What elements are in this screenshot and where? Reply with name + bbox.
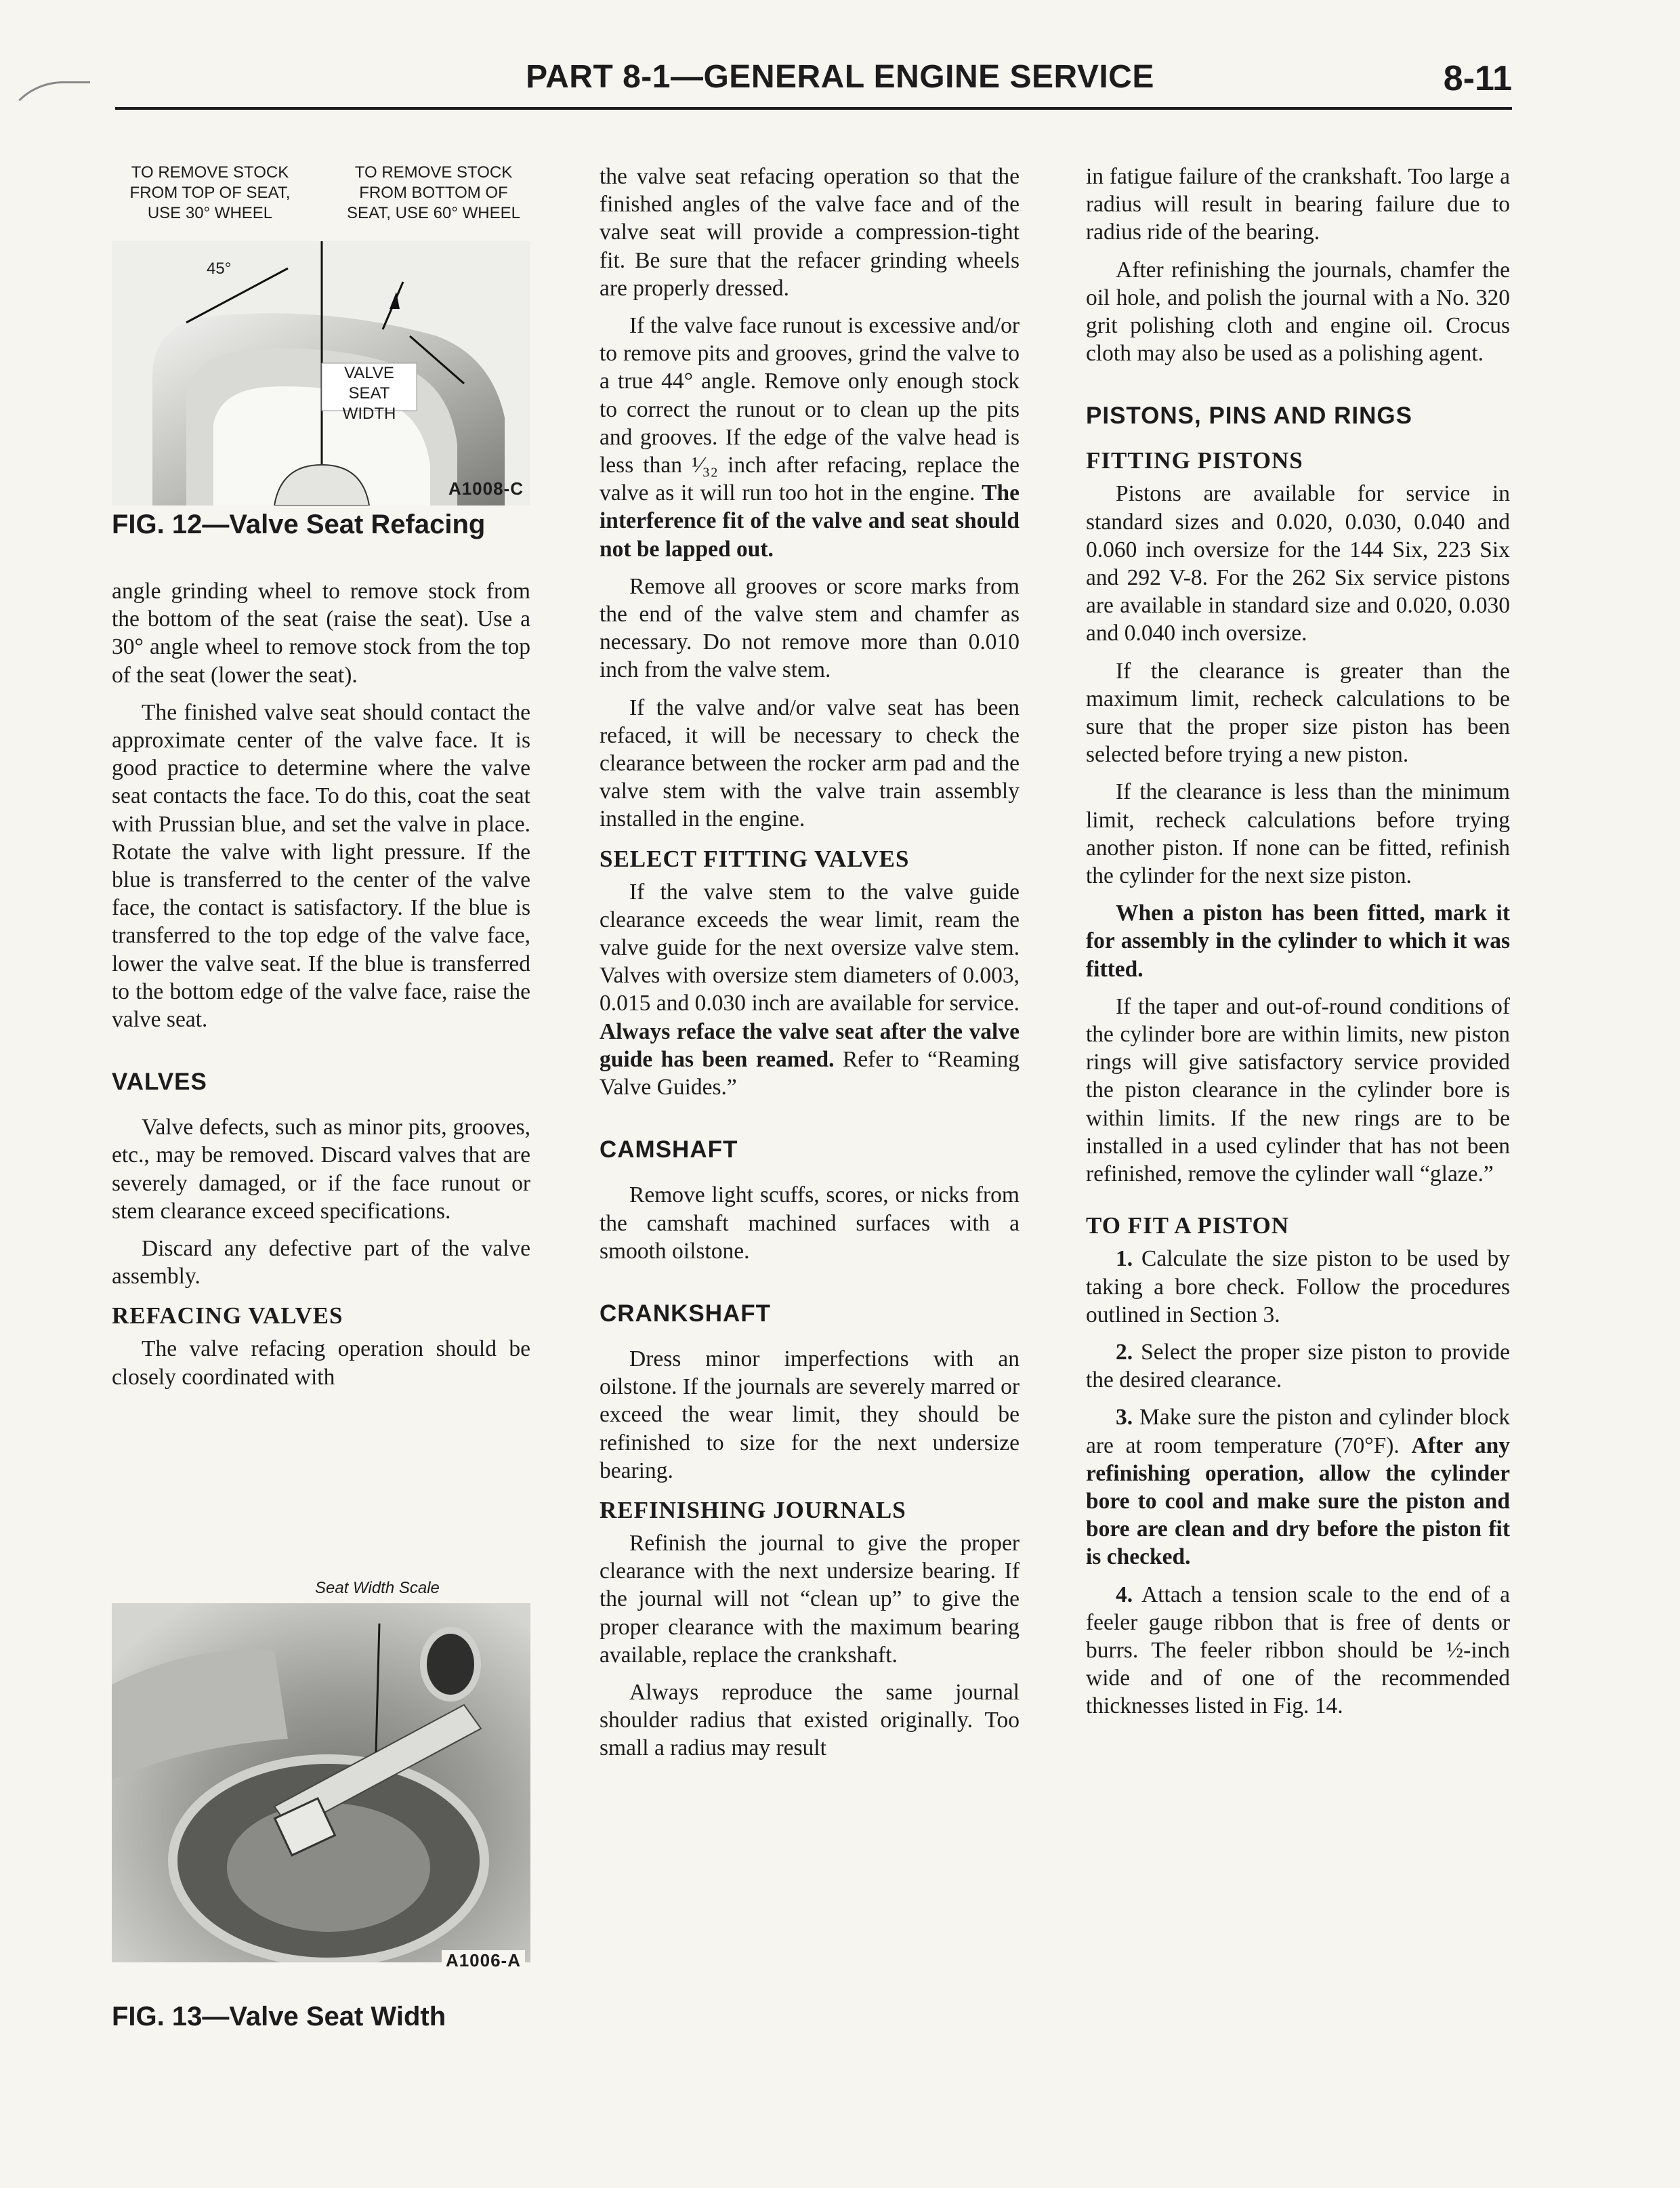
step-2 [1086,1338,1510,1394]
col2-paragraph-2-text: If the valve face runout is excessive and/or to remove pits and grooves, grind the valve to a true 44° angle. Remove only enough stock to correct the runout or to clean up the pits and grooves. If the edge of the valve head is less than ¹⁄₃₂ inch after refacing, replace the valve as it will run too hot in the engine. [600,313,1020,506]
col2-paragraph-3: Remove all grooves or score marks from the end of the valve stem and chamfer as necessary. Do not remove more than 0.010 inch from the valve stem. [600,573,1020,683]
col3-paragraph-4: If the clearance is greater than the maximum limit, recheck calculations to be sure that the proper size piston has been selected before trying a new piston. [1086,658,1510,768]
camshaft-heading: CAMSHAFT [600,1136,738,1163]
col3-paragraph-6: When a piston has been fitted, mark it for assembly in the cylinder to which it was fitted. [1086,901,1510,982]
crankshaft-heading: CRANKSHAFT [600,1300,772,1327]
valve-seat-width-photo [112,1603,530,1962]
fig12-id: A1008-C [448,478,524,499]
fitting-pistons-heading: FITTING PISTONS [1086,447,1303,474]
col2-paragraph-5-bold: Always reface the valve seat after the valve guide has been reamed. [600,1018,1020,1072]
step-1 [1086,1245,1510,1329]
col3-paragraph-7: If the taper and out-of-round conditions of the cylinder bore are within limits, new piston rings will give satisfactory service provided the piston clearance in the cylinder bore is within limits. If the new rings are to be installed in a used cylinder that has not been refinished, remove the cylinder wall “glaze.” [1086,993,1510,1187]
col2-paragraph-7: Dress minor imperfections with an oilstone. If the journals are severely marred or exceed the wear limit, they should be refinished to size for the next undersize bearing. [600,1346,1020,1483]
col3-paragraph-3: Pistons are available for service in standard sizes and 0.020, 0.030, 0.040 and 0.060 inch oversize for the 144 Six, 223 Six and 292 V-8. For the 262 Six service pistons are available in standard size and 0.020, 0.030 and 0.040 inch oversize. [1086,481,1510,646]
step-4-number: 4. [1116,1582,1133,1607]
col1-paragraph-1: angle grinding wheel to remove stock from the bottom of the seat (raise the seat). Use a 30° angle wheel to remove stock from the top of the seat (lower the seat). [112,579,530,688]
col1-paragraph-2: The finished valve seat should contact the approximate center of the valve face. It is good practice to determine where the valve seat contacts the face. To do this, coat the seat with Prussian blue, and set the valve in place. Rotate the valve with light pressure. If the blue is transferred to the center of the valve face, the contact is satisfactory. If the blue is transferred to the top edge of the valve face, lower the valve seat. If the blue is transferred to the bottom edge of the valve face, raise the valve seat. [112,699,530,1033]
select-fitting-valves-heading: SELECT FITTING VALVES [600,845,910,872]
col3-paragraph-1: in fatigue failure of the crankshaft. Too large a radius will result in bearing failure due to radius ride of the bearing. [1086,164,1510,245]
column-3 [1086,163,1510,1730]
fig13-caption: FIG. 13—Valve Seat Width [112,2002,446,2031]
col3-paragraph-2: After refinishing the journals, chamfer the oil hole, and polish the journal with a No. 320 grit polishing cloth and engine oil. Crocus cloth may also be used as a polishing agent. [1086,257,1510,367]
col1-paragraph-3: Valve defects, such as minor pits, grooves, etc., may be removed. Discard valves that are severely damaged, or if the face runout or stem clearance exceed specifications. [112,1115,530,1224]
column-1 [112,577,530,1401]
step-2-text: Select the proper size piston to provide the desired clearance. [1086,1339,1510,1393]
fig13-scale-label: Seat Width Scale [315,1579,440,1597]
fig12-angle-label: 45° [207,260,232,278]
step-3 [1086,1403,1510,1571]
step-3-text: Make sure the piston and cylinder block are at room temperature (70°F). [1086,1405,1511,1458]
fig12-valve-seat-width-label: VALVE SEAT WIDTH [342,364,396,423]
column-2 [600,163,1020,1772]
fig13-id: A1006-A [442,1950,525,1971]
col2-paragraph-6: Remove light scuffs, scores, or nicks from the camshaft machined surfaces with a smooth oilstone. [600,1182,1020,1264]
step-4-text: Attach a tension scale to the end of a feeler gauge ribbon that is free of dents or burrs. The feeler ribbon should be ½-inch wide and of one of the recommended thicknesses listed in Fig. 14. [1086,1582,1511,1719]
col2-paragraph-5-text: If the valve stem to the valve guide clearance exceeds the wear limit, ream the valve guide for the next oversize valve stem. Valves with oversize stem diameters of 0.003, 0.015 and 0.030 inch are available for service. [600,879,1020,1016]
col2-paragraph-5 [600,878,1020,1102]
step-4 [1086,1581,1510,1720]
col2-paragraph-2 [600,312,1020,563]
step-1-number: 1. [1116,1246,1133,1272]
step-1-text: Calculate the size piston to be used by taking a bore check. Follow the procedures outlined in Section 3. [1086,1246,1511,1327]
header-rule [115,107,1512,110]
col2-paragraph-2-bold: The interference fit of the valve and seat should not be lapped out. [600,480,1020,562]
col1-paragraph-4: Discard any defective part of the valve assembly. [112,1236,530,1289]
to-fit-a-piston-heading: TO FIT A PISTON [1086,1212,1289,1239]
pistons-pins-rings-heading: PISTONS, PINS AND RINGS [1086,402,1412,430]
valves-heading: VALVES [112,1069,207,1096]
page-header-title: PART 8-1—GENERAL ENGINE SERVICE [526,59,1154,95]
figure-13 [112,1579,530,2012]
page-number: 8-11 [1443,59,1512,98]
fig12-label-bottom-of-seat: TO REMOVE STOCK FROM BOTTOM OF SEAT, USE 60° WHEEL [347,163,520,222]
col2-paragraph-1: the valve seat refacing operation so that the finished angles of the valve face and of the valve seat will provide a compression-tight fit. Be sure that the refacer grinding wheels are properly dressed. [600,164,1020,301]
fig12-caption: FIG. 12—Valve Seat Refacing [112,510,486,539]
col3-paragraph-5: If the clearance is less than the minimum limit, recheck calculations before trying another piston. If none can be fitted, refinish the cylinder for the next size piston. [1086,779,1510,889]
step-3-bold: After any refinishing operation, allow the cylinder bore to cool and make sure the piston and bore are clean and dry before the piston fit is checked. [1086,1432,1510,1570]
refacing-valves-heading: REFACING VALVES [112,1302,343,1329]
col2-paragraph-5-ref: Refer to “Reaming Valve Guides.” [600,1046,1020,1100]
refinishing-journals-heading: REFINISHING JOURNALS [600,1496,906,1523]
figure-12 [112,160,530,505]
col2-paragraph-4: If the valve and/or valve seat has been refaced, it will be necessary to check the clearance between the rocker arm pad and the valve stem with the valve train assembly installed in the engine. [600,695,1020,832]
step-3-number: 3. [1116,1405,1133,1430]
col2-paragraph-8: Refinish the journal to give the proper clearance with the next undersize bearing. If the journal will not “clean up” to give the proper clearance with the maximum bearing available, replace the crankshaft. [600,1530,1020,1668]
col2-paragraph-9: Always reproduce the same journal shoulder radius that existed originally. Too small a radius may result [600,1679,1020,1761]
valve-seat-illustration [112,241,530,505]
fig12-label-top-of-seat: TO REMOVE STOCK FROM TOP OF SEAT, USE 30° WHEEL [129,163,291,222]
col1-paragraph-5: The valve refacing operation should be closely coordinated with [112,1336,530,1390]
step-2-number: 2. [1116,1339,1133,1365]
